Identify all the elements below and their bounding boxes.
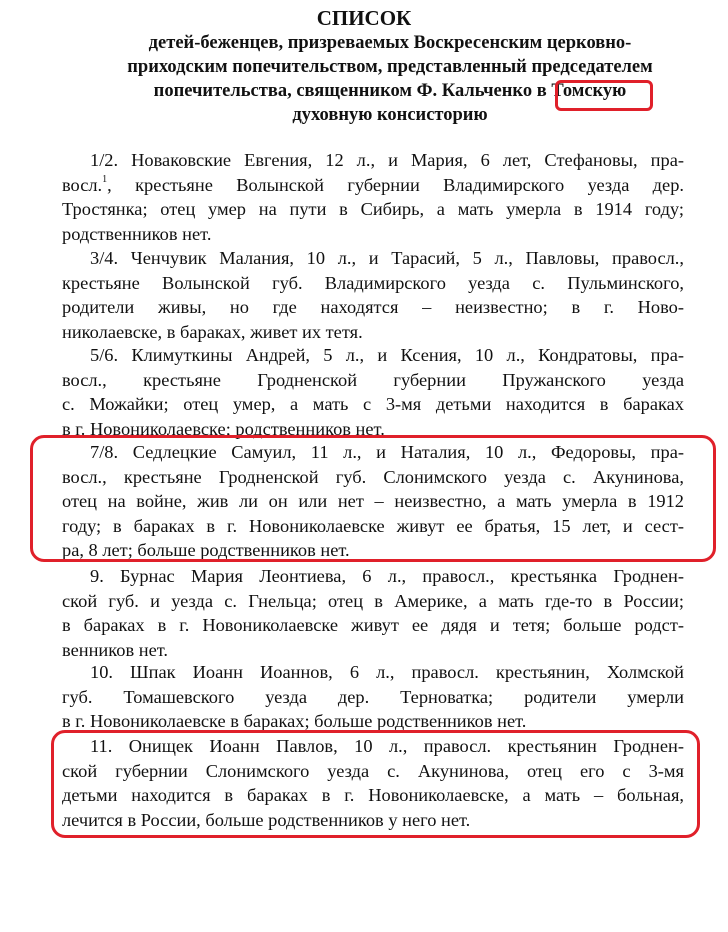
entry-11 bbox=[62, 734, 684, 832]
subtitle-line: приходским попечительством, представленный председателем bbox=[127, 57, 653, 77]
document-title: СПИСОК bbox=[316, 6, 412, 30]
entry-line: детьми находится в бараках в г. Новониколаевске, а мать – больная, bbox=[62, 785, 684, 806]
entry-line: крестьяне Волынской губ. Владимирского уезда с. Пульминского, bbox=[62, 272, 684, 293]
entry-line: 1/2. Новаковские Евгения, 12 л., и Мария, 6 лет, Стефановы, пра- bbox=[90, 150, 684, 170]
entry-line: с. Можайки; отец умер, а мать с 3-мя детьми находится в бараках bbox=[62, 394, 684, 415]
entry-line: 9. Бурнас Мария Леонтиева, 6 л., правосл., крестьянка Гроднен- bbox=[90, 566, 684, 586]
entry-line: ской губ. и уезда с. Гнельца; отец в Америке, а мать где-то в России; bbox=[62, 590, 684, 611]
entry-3-4 bbox=[62, 246, 684, 344]
entry-line: лечится в России, больше родственников у него нет. bbox=[62, 809, 471, 830]
entry-line: родители живы, но где находятся – неизвестно; в г. Ново- bbox=[62, 297, 684, 318]
entry-line: 7/8. Седлецкие Самуил, 11 л., и Наталия, 10 л., Федоровы, пра- bbox=[90, 442, 684, 462]
entry-line: венников нет. bbox=[62, 639, 168, 660]
entry-7-8 bbox=[62, 440, 684, 563]
entry-line: в г. Новониколаевске в бараках; больше родственников нет. bbox=[62, 711, 527, 732]
footnote-marker[interactable]: 1 bbox=[102, 173, 108, 185]
entry-line: отец на войне, жив ли он или нет – неизвестно, а мать умерла в 1912 bbox=[62, 491, 684, 512]
entry-line: ской губернии Слонимского уезда с. Акунинова, отец его с 3-мя bbox=[62, 760, 684, 781]
entry-5-6 bbox=[62, 343, 684, 441]
entry-line: 10. Шпак Иоанн Иоаннов, 6 л., правосл. крестьянин, Холмской bbox=[90, 662, 684, 682]
entry-line: 11. Онищек Иоанн Павлов, 10 л., правосл. крестьянин Гроднен- bbox=[90, 736, 684, 756]
entry-line: восл., крестьяне Гродненской губ. Слонимского уезда с. Акунинова, bbox=[62, 466, 684, 487]
entry-line bbox=[62, 173, 684, 198]
subtitle-line: духовную консисторию bbox=[292, 105, 488, 125]
entry-10 bbox=[62, 660, 684, 734]
entry-line: в бараках в г. Новониколаевске живут ее дядя и тетя; больше родст- bbox=[62, 615, 684, 636]
entry-1-2 bbox=[62, 148, 684, 246]
entry-text: , крестьяне Волынской губернии Владимирского уезда дер. bbox=[107, 174, 684, 195]
entry-line: 3/4. Ченчувик Малания, 10 л., и Тарасий, 5 л., Павловы, правосл., bbox=[90, 248, 684, 268]
document-subtitle bbox=[110, 31, 670, 127]
entry-line: ра, 8 лет; больше родственников нет. bbox=[62, 540, 350, 561]
entry-line: восл., крестьяне Гродненской губернии Пружанского уезда bbox=[62, 369, 684, 390]
entry-line: в г. Новониколаевске; родственников нет. bbox=[62, 418, 385, 439]
entry-line: 5/6. Климуткины Андрей, 5 л., и Ксения, 10 л., Кондратовы, пра- bbox=[90, 345, 684, 365]
entry-line: году; в бараках в г. Новониколаевске живут ее братья, 15 лет, и сест- bbox=[62, 515, 684, 536]
entry-text: восл. bbox=[62, 174, 103, 195]
subtitle-line: попечительства, священником Ф. Кальченко в Томскую bbox=[153, 81, 627, 101]
entry-line: губ. Томашевского уезда дер. Терноватка; родители умерли bbox=[62, 686, 684, 707]
entry-line: николаевске, в бараках, живет их тетя. bbox=[62, 321, 363, 342]
entry-line: Тростянка; отец умер на пути в Сибирь, а мать умерла в 1914 году; bbox=[62, 199, 684, 220]
subtitle-line: детей-беженцев, призреваемых Воскресенским церковно- bbox=[148, 33, 632, 53]
entry-9 bbox=[62, 564, 684, 662]
entry-line: родственников нет. bbox=[62, 223, 212, 244]
